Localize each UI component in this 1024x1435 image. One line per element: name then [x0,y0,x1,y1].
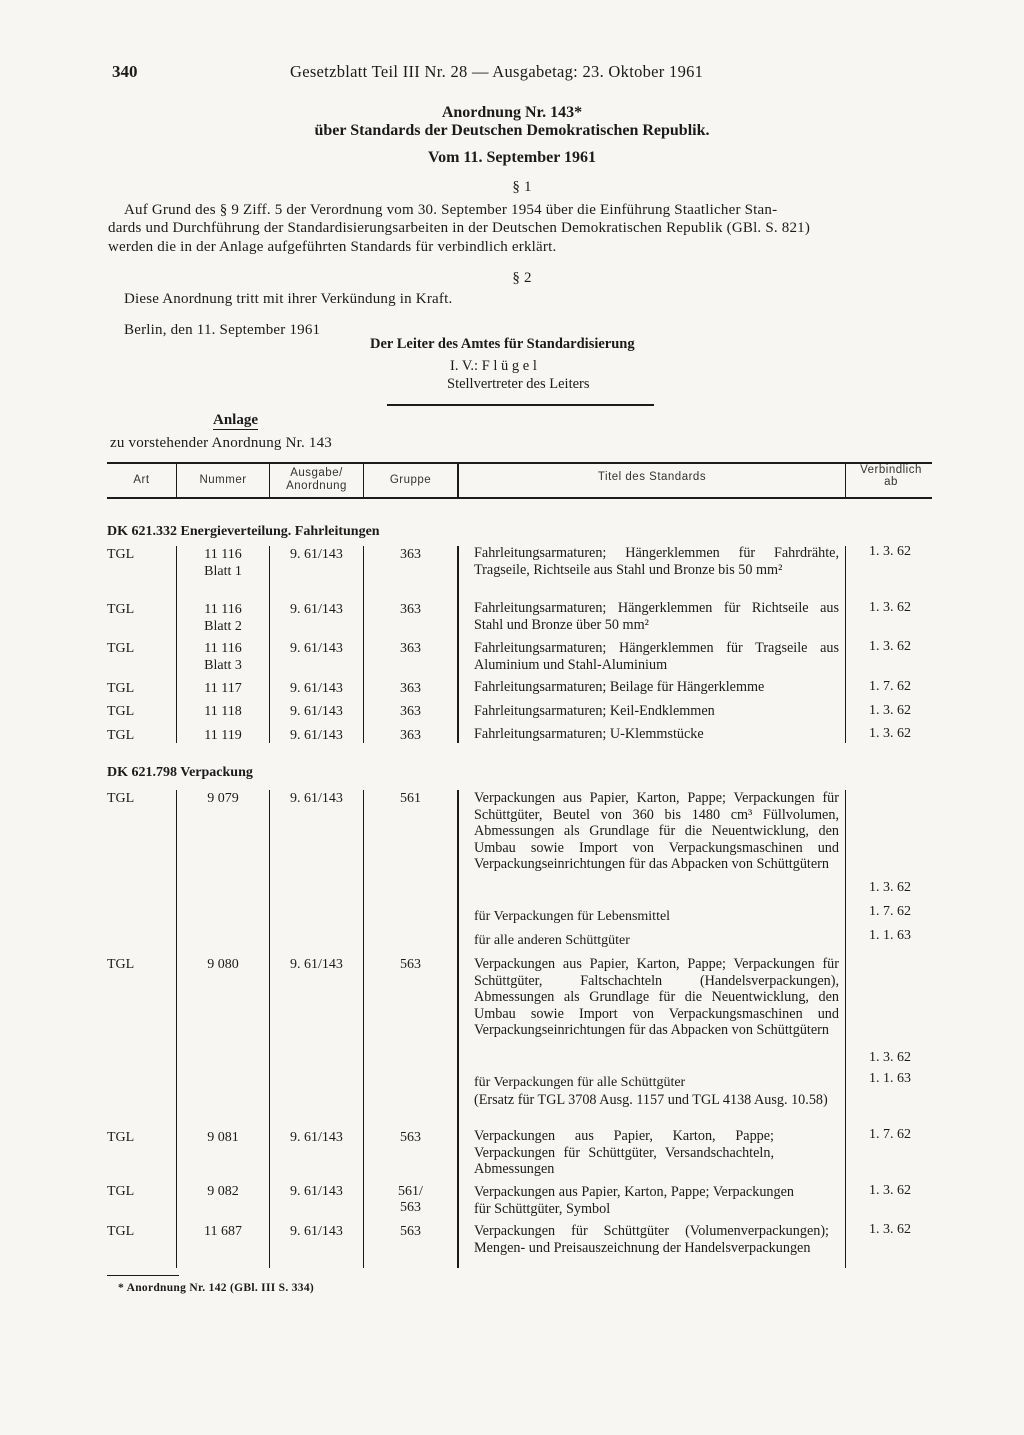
cell-ausgabe: 9. 61/143 [290,1224,343,1239]
ordinance-subtitle: über Standards der Deutschen Demokratischen Republik. [314,122,710,139]
cell-verbindlich-ab: 1. 1. 63 [869,928,911,943]
section-2-label: § 2 [512,270,532,286]
section-heading-energieverteilung: DK 621.332 Energieverteilung. Fahrleitungen [107,524,380,539]
cell-verbindlich-ab: 1. 3. 62 [869,1183,911,1198]
col-divider [457,546,459,743]
col-divider [845,546,846,743]
cell-ausgabe: 9. 61/143 [290,547,343,562]
cell-gruppe: 363 [400,681,421,696]
cell-ausgabe: 9. 61/143 [290,704,343,719]
cell-verbindlich-ab: 1. 3. 62 [869,600,911,615]
section-1-label: § 1 [512,179,532,195]
section-2-text: Diese Anordnung tritt mit ihrer Verkündung in Kraft. [124,291,453,307]
cell-verbindlich-ab: 1. 7. 62 [869,1127,911,1142]
signer-name: I. V.: F l ü g e l [450,358,537,374]
signing-office: Der Leiter des Amtes für Standardisierung [370,336,635,352]
header-verbindlich-line-1: Verbindlich [860,464,922,476]
cell-art: TGL [107,681,135,696]
cell-gruppe: 363 [400,728,421,743]
cell-gruppe: 363 [400,641,421,656]
cell-gruppe: 363 [400,704,421,719]
table-top-rule [107,462,932,464]
cell-art: TGL [107,547,135,562]
cell-art: TGL [107,641,135,656]
cell-titel: Fahrleitungsarmaturen; Hängerklemmen für Tragseile aus Aluminium und Stahl-Aluminium [474,640,839,673]
anlage-title: Anlage [213,412,258,428]
cell-titel-sub: für Verpackungen für alle Schüttgüter [474,1075,686,1090]
cell-blatt: Blatt 1 [204,564,242,579]
place-date: Berlin, den 11. September 1961 [124,322,321,338]
cell-titel-sub: für alle anderen Schüttgüter [474,933,630,948]
cell-nummer: 9 081 [207,1130,239,1145]
cell-nummer: 11 116 [204,602,242,617]
cell-titel-sub: (Ersatz für TGL 3708 Ausg. 1157 und TGL 4138 Ausg. 10.58) [474,1092,828,1108]
cell-verbindlich-ab: 1. 3. 62 [869,880,911,895]
cell-art: TGL [107,1130,135,1145]
cell-art: TGL [107,957,135,972]
cell-ausgabe: 9. 61/143 [290,641,343,656]
cell-titel: Fahrleitungsarmaturen; Hängerklemmen für Richtseile aus Stahl und Bronze über 50 mm² [474,600,839,633]
footnote-rule [107,1275,179,1276]
cell-verbindlich-ab: 1. 3. 62 [869,639,911,654]
cell-gruppe: 363 [400,547,421,562]
cell-titel: Fahrleitungsarmaturen; Beilage für Hängerklemme [474,679,765,695]
section-1-line-1: Auf Grund des § 9 Ziff. 5 der Verordnung vom 30. September 1954 über die Einführung Staatlicher Stan- [124,202,778,218]
cell-verbindlich-ab: 1. 1. 63 [869,1071,911,1086]
cell-nummer: 9 082 [207,1184,239,1199]
cell-ausgabe: 9. 61/143 [290,791,343,806]
header-ausgabe-line-1: Ausgabe/ [290,467,343,479]
cell-nummer: 11 116 [204,547,242,562]
cell-art: TGL [107,602,135,617]
header-nummer: Nummer [199,474,247,486]
running-head: Gesetzblatt Teil III Nr. 28 — Ausgabetag: 23. Oktober 1961 [290,62,704,81]
header-art: Art [133,474,150,486]
header-ausgabe-line-2: Anordnung [286,480,347,492]
cell-ausgabe: 9. 61/143 [290,602,343,617]
col-divider [457,790,459,1268]
cell-titel-sub: für Verpackungen für Lebensmittel [474,909,671,924]
cell-art: TGL [107,1224,135,1239]
cell-gruppe: 563 [400,1200,421,1215]
header-verbindlich-line-2: ab [884,476,898,488]
cell-verbindlich-ab: 1. 3. 62 [869,703,911,718]
cell-nummer: 11 119 [204,728,242,743]
ordinance-date: Vom 11. September 1961 [428,149,596,166]
cell-verbindlich-ab: 1. 3. 62 [869,726,911,741]
cell-titel: Verpackungen aus Papier, Karton, Pappe; Verpackungen für Schüttgüter, Symbol [474,1184,794,1217]
header-titel: Titel des Standards [597,471,707,483]
cell-gruppe: 563 [400,1224,421,1239]
signer-role: Stellvertreter des Leiters [447,376,590,392]
page-number: 340 [112,62,138,81]
table-header-rule [107,497,932,499]
cell-ausgabe: 9. 61/143 [290,681,343,696]
cell-gruppe: 363 [400,602,421,617]
cell-titel: Fahrleitungsarmaturen; U-Klemmstücke [474,726,704,742]
cell-verbindlich-ab: 1. 3. 62 [869,544,911,559]
footnote: * Anordnung Nr. 142 (GBl. III S. 334) [118,1282,314,1294]
cell-verbindlich-ab: 1. 3. 62 [869,1050,911,1065]
cell-art: TGL [107,1184,135,1199]
cell-ausgabe: 9. 61/143 [290,957,343,972]
cell-nummer: 9 080 [207,957,239,972]
cell-art: TGL [107,704,135,719]
signature-divider [387,404,654,406]
section-heading-verpackung: DK 621.798 Verpackung [107,765,253,780]
cell-nummer: 9 079 [207,791,239,806]
col-divider [845,790,846,1268]
cell-ausgabe: 9. 61/143 [290,728,343,743]
section-1-line-3: werden die in der Anlage aufgeführten Standards für verbindlich erklärt. [108,239,557,255]
cell-titel: Fahrleitungsarmaturen; Hängerklemmen für Fahrdrähte, Tragseile, Richtseile aus Stahl und Bronze bis 50 mm² [474,545,839,578]
cell-ausgabe: 9. 61/143 [290,1130,343,1145]
cell-art: TGL [107,791,135,806]
cell-blatt: Blatt 2 [204,619,242,634]
cell-nummer: 11 118 [204,704,242,719]
cell-blatt: Blatt 3 [204,658,242,673]
cell-nummer: 11 687 [204,1224,242,1239]
cell-titel: Verpackungen aus Papier, Karton, Pappe; Verpackungen für Schüttgüter, Versandschachteln, Abmessungen [474,1128,774,1177]
cell-verbindlich-ab: 1. 7. 62 [869,679,911,694]
cell-gruppe: 561 [400,791,421,806]
cell-verbindlich-ab: 1. 3. 62 [869,1222,911,1237]
cell-gruppe: 563 [400,1130,421,1145]
section-1-line-2: dards und Durchführung der Standardisierungsarbeiten in der Deutschen Demokratischen Republik (GBl. S. 821) [108,220,811,236]
cell-art: TGL [107,728,135,743]
header-gruppe: Gruppe [389,474,432,486]
ordinance-title: Anordnung Nr. 143* [441,104,583,121]
cell-titel: Verpackungen aus Papier, Karton, Pappe; Verpackungen für Schüttgüter, Beutel von 360 bis 1480 cm³ Füllvolumen, Abmessungen als Grundlage für die Neuentwicklung, den Umbau sowie Import von Verpackungsmaschinen und Verpackungseinrichtungen für das Abpacken von Schüttgütern [474,790,839,872]
cell-ausgabe: 9. 61/143 [290,1184,343,1199]
cell-titel: Verpackungen für Schüttgüter (Volumenverpackungen); Mengen- und Preisauszeichnung der Handelsverpackungen [474,1223,829,1256]
anlage-subtitle: zu vorstehender Anordnung Nr. 143 [110,435,332,451]
cell-gruppe: 563 [400,957,421,972]
cell-titel: Verpackungen aus Papier, Karton, Pappe; Verpackungen für Schüttgüter, Faltschachteln (Handelsverpackungen), Abmessungen als Grundlage für die Neuentwicklung, den Umbau sowie Import von Verpackungsmaschinen und Verpackungseinrichtungen für das Abpacken von Schüttgütern [474,956,839,1038]
cell-nummer: 11 117 [204,681,242,696]
cell-titel: Fahrleitungsarmaturen; Keil-Endklemmen [474,703,715,719]
cell-nummer: 11 116 [204,641,242,656]
cell-verbindlich-ab: 1. 7. 62 [869,904,911,919]
cell-gruppe: 561/ [398,1184,423,1199]
